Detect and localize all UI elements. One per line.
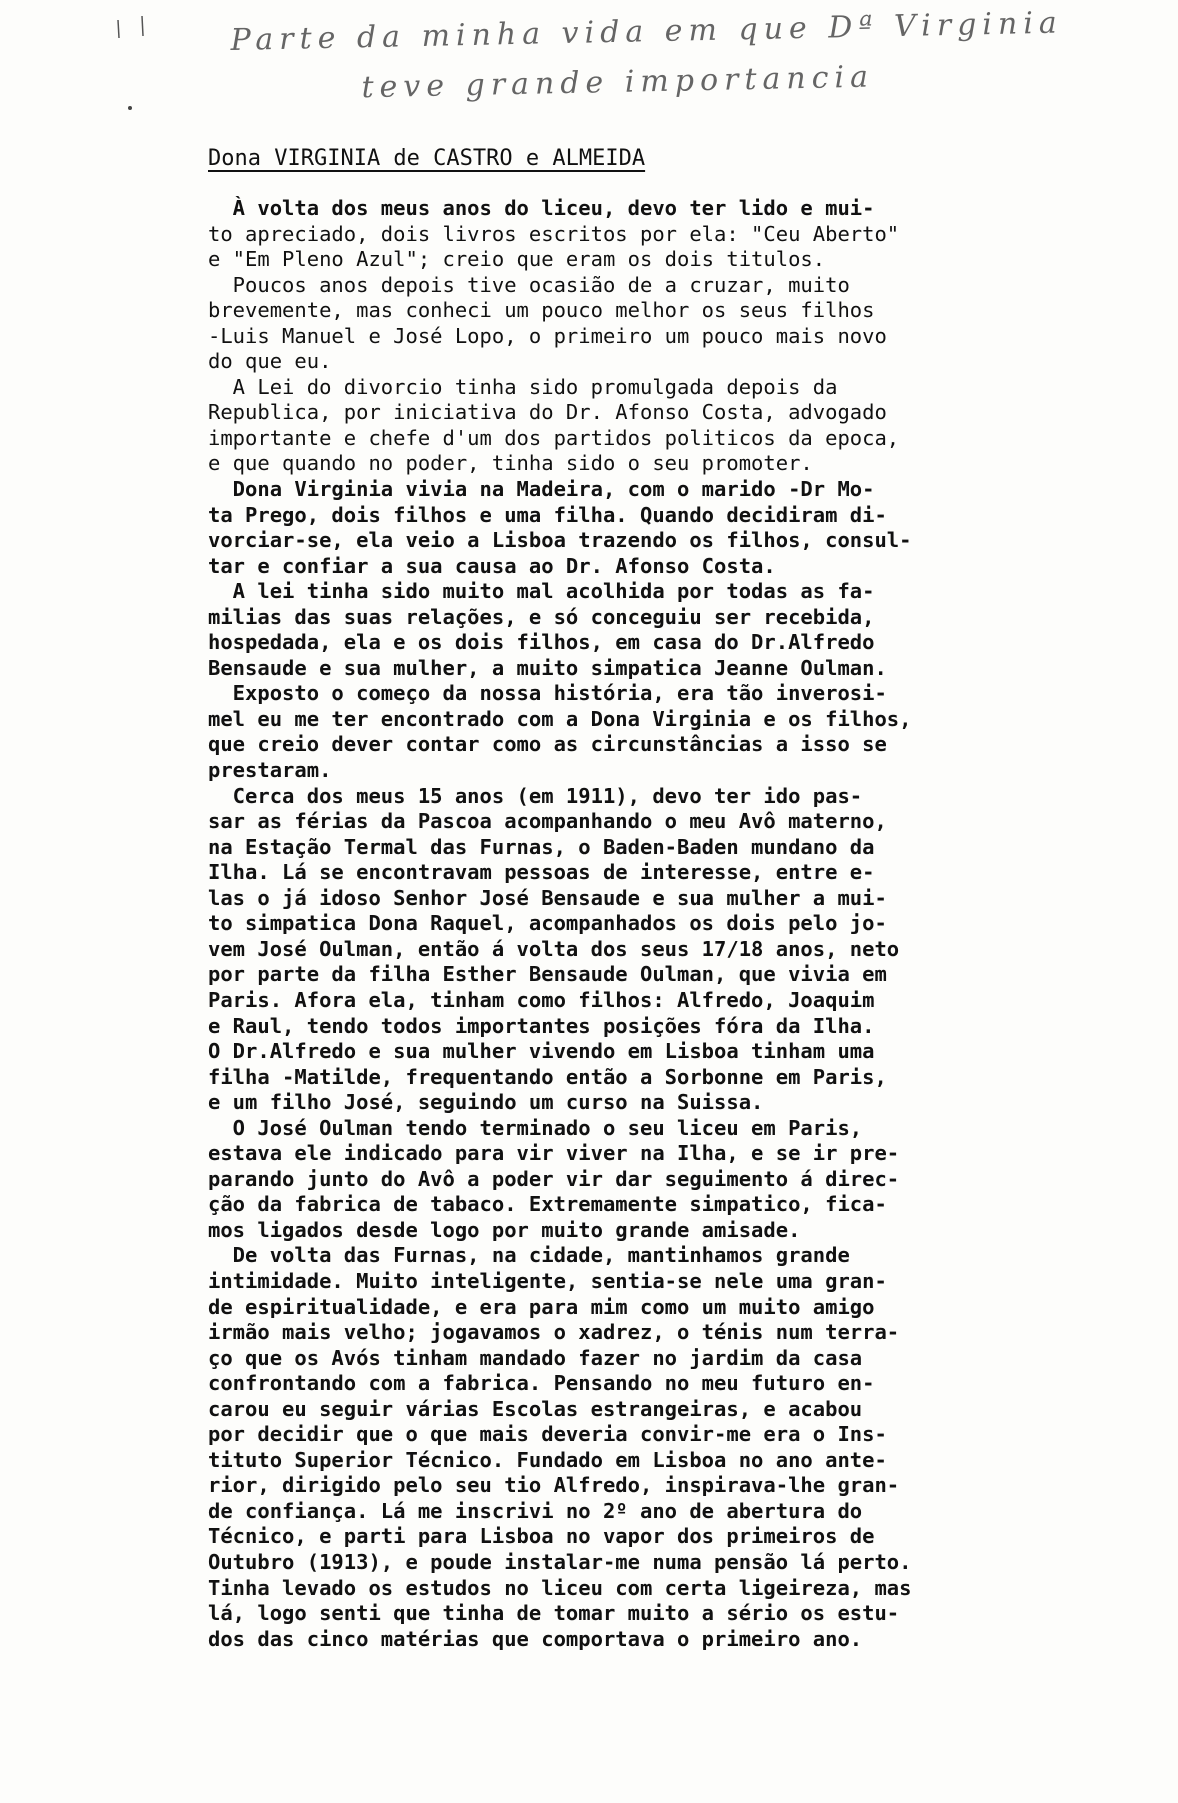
text-line: vorciar-se, ela veio a Lisboa trazendo os filhos, consul- (208, 528, 912, 553)
text-line: ção da fabrica de tabaco. Extremamente simpatico, fica- (208, 1192, 887, 1217)
text-line: intimidade. Muito inteligente, sentia-se nele uma gran- (208, 1268, 887, 1293)
text-line: ço que os Avós tinham mandado fazer no jardim da casa (208, 1345, 863, 1370)
text-line: estava ele indicado para vir viver na Ilha, e se ir pre- (208, 1141, 900, 1166)
text-line: carou eu seguir várias Escolas estrangeiras, e acabou (208, 1396, 863, 1421)
text-line: Tinha levado os estudos no liceu com certa ligeireza, mas (208, 1575, 912, 1600)
text-line: De volta das Furnas, na cidade, mantinhamos grande (208, 1243, 850, 1268)
text-line: lá, logo senti que tinha de tomar muito a sério os estu- (208, 1601, 900, 1626)
text-line: A Lei do divorcio tinha sido promulgada depois da (208, 374, 838, 399)
text-line: tar e confiar a sua causa ao Dr. Afonso Costa. (208, 553, 776, 578)
text-line: e Raul, tendo todos importantes posições fóra da Ilha. (208, 1013, 875, 1038)
text-line: de espiritualidade, e era para mim como um muito amigo (208, 1294, 875, 1319)
text-line: Cerca dos meus 15 anos (em 1911), devo ter ido pas- (208, 783, 863, 808)
text-line: importante e chefe d'um dos partidos politicos da epoca, (208, 425, 900, 450)
text-line: hospedada, ela e os dois filhos, em casa do Dr.Alfredo (208, 630, 875, 655)
text-line: Republica, por iniciativa do Dr. Afonso Costa, advogado (208, 400, 887, 425)
text-line: Poucos anos depois tive ocasião de a cruzar, muito (208, 272, 850, 297)
text-line: e "Em Pleno Azul"; creio que eram os dois titulos. (208, 247, 826, 272)
text-line: do que eu. (208, 349, 332, 374)
text-line: Ilha. Lá se encontravam pessoas de interesse, entre e- (208, 860, 875, 885)
text-line: las o já idoso Senhor José Bensaude e sua mulher a mui- (208, 885, 887, 910)
text-line: e que quando no poder, tinha sido o seu promoter. (208, 451, 813, 476)
text-line: À volta dos meus anos do liceu, devo ter lido e mui- (208, 196, 875, 220)
text-line: que creio dever contar como as circunstâncias a isso se (208, 732, 887, 757)
text-line: A lei tinha sido muito mal acolhida por todas as fa- (208, 579, 875, 604)
text-line: por parte da filha Esther Bensaude Oulman, que vivia em (208, 962, 887, 987)
handwritten-note-line-2: teve grande importancia (361, 59, 875, 106)
text-line: confrontando com a fabrica. Pensando no meu futuro en- (208, 1371, 875, 1396)
document-body (208, 196, 1048, 1652)
text-line: O Dr.Alfredo e sua mulher vivendo em Lisboa tinham uma (208, 1039, 875, 1064)
text-line: prestaram. (208, 758, 332, 783)
text-line: Exposto o começo da nossa história, era tão inverosi- (208, 681, 887, 706)
text-line: parando junto do Avô a poder vir dar seguimento á direc- (208, 1166, 900, 1191)
text-line: -Luis Manuel e José Lopo, o primeiro um pouco mais novo (208, 323, 887, 348)
text-line: irmão mais velho; jogavamos o xadrez, o ténis num terra- (208, 1320, 900, 1345)
text-line: filha -Matilde, frequentando então a Sorbonne em Paris, (208, 1064, 887, 1089)
text-line: ta Prego, dois filhos e uma filha. Quando decidiram di- (208, 502, 887, 527)
text-line: Técnico, e parti para Lisboa no vapor dos primeiros de (208, 1524, 875, 1549)
text-line: Dona Virginia vivia na Madeira, com o marido -Dr Mo- (208, 477, 875, 502)
margin-pen-marks (112, 8, 152, 118)
handwritten-note (230, 0, 1064, 116)
text-line: Bensaude e sua mulher, a muito simpatica Jeanne Oulman. (208, 655, 887, 680)
handwritten-note-line-1: Parte da minha vida em que Dª Virginia (230, 5, 1064, 58)
text-line: vem José Oulman, então á volta dos seus 17/18 anos, neto (208, 936, 900, 961)
text-line: milias das suas relações, e só conceguiu ser recebida, (208, 604, 875, 629)
text-line: tituto Superior Técnico. Fundado em Lisboa no ano ante- (208, 1447, 887, 1472)
text-line: na Estação Termal das Furnas, o Baden-Baden mundano da (208, 834, 875, 859)
text-line: mos ligados desde logo por muito grande amisade. (208, 1217, 801, 1242)
text-line: O José Oulman tendo terminado o seu liceu em Paris, (208, 1115, 863, 1140)
text-line: mel eu me ter encontrado com a Dona Virginia e os filhos, (208, 706, 912, 731)
text-line: to apreciado, dois livros escritos por ela: "Ceu Aberto" (208, 221, 900, 246)
text-line: por decidir que o que mais deveria convir-me era o Ins- (208, 1422, 887, 1447)
text-line: rior, dirigido pelo seu tio Alfredo, inspirava-lhe gran- (208, 1473, 900, 1498)
document-title: Dona VIRGINIA de CASTRO e ALMEIDA (208, 146, 646, 171)
text-line: to simpatica Dona Raquel, acompanhados os dois pelo jo- (208, 911, 887, 936)
text-line: de confiança. Lá me inscrivi no 2º ano de abertura do (208, 1498, 863, 1523)
text-line: dos das cinco matérias que comportava o primeiro ano. (208, 1626, 863, 1651)
text-line: e um filho José, seguindo um curso na Suissa. (208, 1090, 764, 1115)
text-line: Paris. Afora ela, tinham como filhos: Alfredo, Joaquim (208, 987, 875, 1012)
text-line: brevemente, mas conheci um pouco melhor os seus filhos (208, 298, 875, 323)
text-line: sar as férias da Pascoa acompanhando o meu Avô materno, (208, 809, 887, 834)
text-line: Outubro (1913), e poude instalar-me numa pensão lá perto. (208, 1549, 912, 1574)
